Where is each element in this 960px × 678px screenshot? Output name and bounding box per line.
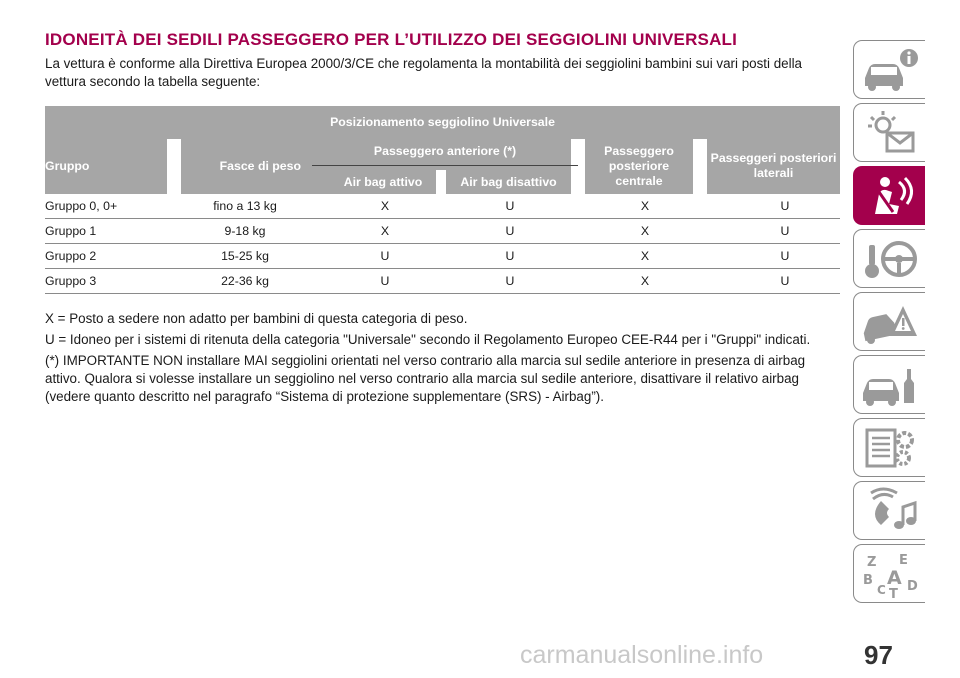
cell-posteriori-laterali: U — [780, 274, 790, 288]
watermark: carmanualsonline.info — [520, 641, 764, 669]
cell-airbag-disattivo: U — [505, 249, 515, 263]
cell-airbag-attivo: U — [380, 249, 390, 263]
tab-car-info[interactable] — [853, 40, 925, 99]
tab-starting-driving[interactable] — [853, 229, 925, 288]
cell-posteriori-laterali: U — [780, 224, 790, 238]
cell-posteriore-centrale: X — [640, 199, 650, 213]
cell-fasce: 9-18 kg — [224, 224, 266, 238]
cell-airbag-attivo: U — [380, 274, 390, 288]
starting-driving-icon — [859, 235, 921, 283]
header-posteriore-centrale: Passeggero posteriore centrale — [604, 143, 674, 188]
tab-technical-data[interactable] — [853, 418, 925, 477]
tab-index[interactable] — [853, 544, 925, 603]
index-letter-b: B — [862, 572, 873, 588]
table-row — [45, 219, 840, 244]
index-letter-c: C — [876, 582, 886, 597]
cell-posteriore-centrale: X — [640, 274, 650, 288]
table-header — [45, 106, 840, 194]
cell-airbag-disattivo: U — [505, 274, 515, 288]
tab-multimedia[interactable] — [853, 481, 925, 540]
tab-warning-lights[interactable] — [853, 103, 925, 162]
index-icon — [859, 550, 921, 598]
page-number: 97 — [864, 640, 893, 670]
header-airbag-attivo: Air bag attivo — [343, 175, 423, 189]
table-row — [45, 269, 840, 294]
warning-lights-icon — [859, 109, 921, 157]
cell-fasce: fino a 13 kg — [213, 199, 277, 213]
tab-maintenance[interactable] — [853, 355, 925, 414]
cell-posteriori-laterali: U — [780, 249, 790, 263]
header-fasce-peso: Fasce di peso — [219, 159, 301, 173]
safety-seatbelt-icon — [859, 172, 921, 220]
note-x: X = Posto a sedere non adatto per bambini di questa categoria di peso. — [45, 311, 468, 326]
index-letter-a: A — [886, 566, 902, 589]
cell-gruppo: Gruppo 3 — [45, 274, 97, 288]
notes — [45, 310, 840, 409]
multimedia-icon — [859, 487, 921, 535]
cell-posteriore-centrale: X — [640, 249, 650, 263]
index-letter-z: Z — [866, 554, 876, 570]
intro-paragraph: La vettura è conforme alla Direttiva Europea 2000/3/CE che regolamenta la montabilità dei seggiolini bambini sui vari posti della vettura secondo la tabella seguente: — [45, 56, 802, 89]
cell-gruppo: Gruppo 1 — [45, 224, 97, 238]
cell-airbag-attivo: X — [380, 199, 390, 213]
cell-airbag-attivo: X — [380, 224, 390, 238]
maintenance-icon — [859, 361, 921, 409]
header-airbag-disattivo: Air bag disattivo — [460, 175, 557, 189]
emergency-icon — [859, 298, 921, 346]
index-letter-e: E — [898, 552, 908, 568]
index-letter-d: D — [906, 578, 918, 594]
header-passeggero-anteriore: Passeggero anteriore (*) — [373, 144, 517, 158]
header-posteriori-laterali: Passeggeri posteriori laterali — [710, 151, 837, 180]
cell-fasce: 15-25 kg — [221, 249, 269, 263]
cell-fasce: 22-36 kg — [221, 274, 269, 288]
cell-gruppo: Gruppo 0, 0+ — [45, 199, 118, 213]
cell-posteriore-centrale: X — [640, 224, 650, 238]
table-body — [45, 194, 840, 294]
note-important: (*) IMPORTANTE NON installare MAI seggiolini orientati nel verso contrario alla marcia sul sedile anteriore in presenza di airbag attivo. Qualora si volesse installare un seggiolino nel verso contrario alla marcia sul sedile anteriore, disattivare il relativo airbag (vedere quanto descritto nel paragrafo “Sistema di protezione supplementare (SRS) - Airbag”). — [45, 353, 806, 404]
car-info-icon — [859, 46, 921, 94]
section-title: IDONEITÀ DEI SEDILI PASSEGGERO PER L’UTILIZZO DEI SEGGIOLINI UNIVERSALI — [45, 30, 738, 49]
cell-airbag-disattivo: U — [505, 199, 515, 213]
cell-posteriori-laterali: U — [780, 199, 790, 213]
table-row — [45, 194, 840, 219]
table-row — [45, 244, 840, 269]
index-letter-t: T — [888, 586, 898, 598]
header-posizionamento: Posizionamento seggiolino Universale — [330, 115, 555, 129]
technical-data-icon — [859, 424, 921, 472]
cell-gruppo: Gruppo 2 — [45, 249, 97, 263]
tab-emergency[interactable] — [853, 292, 925, 351]
cell-airbag-disattivo: U — [505, 224, 515, 238]
child-seat-table — [45, 106, 840, 294]
note-u: U = Idoneo per i sistemi di ritenuta della categoria "Universale" secondo il Regolamento Europeo CEE-R44 per i "Gruppi" indicati. — [45, 332, 811, 347]
header-gruppo: Gruppo — [45, 159, 90, 173]
tab-safety[interactable] — [853, 166, 925, 225]
